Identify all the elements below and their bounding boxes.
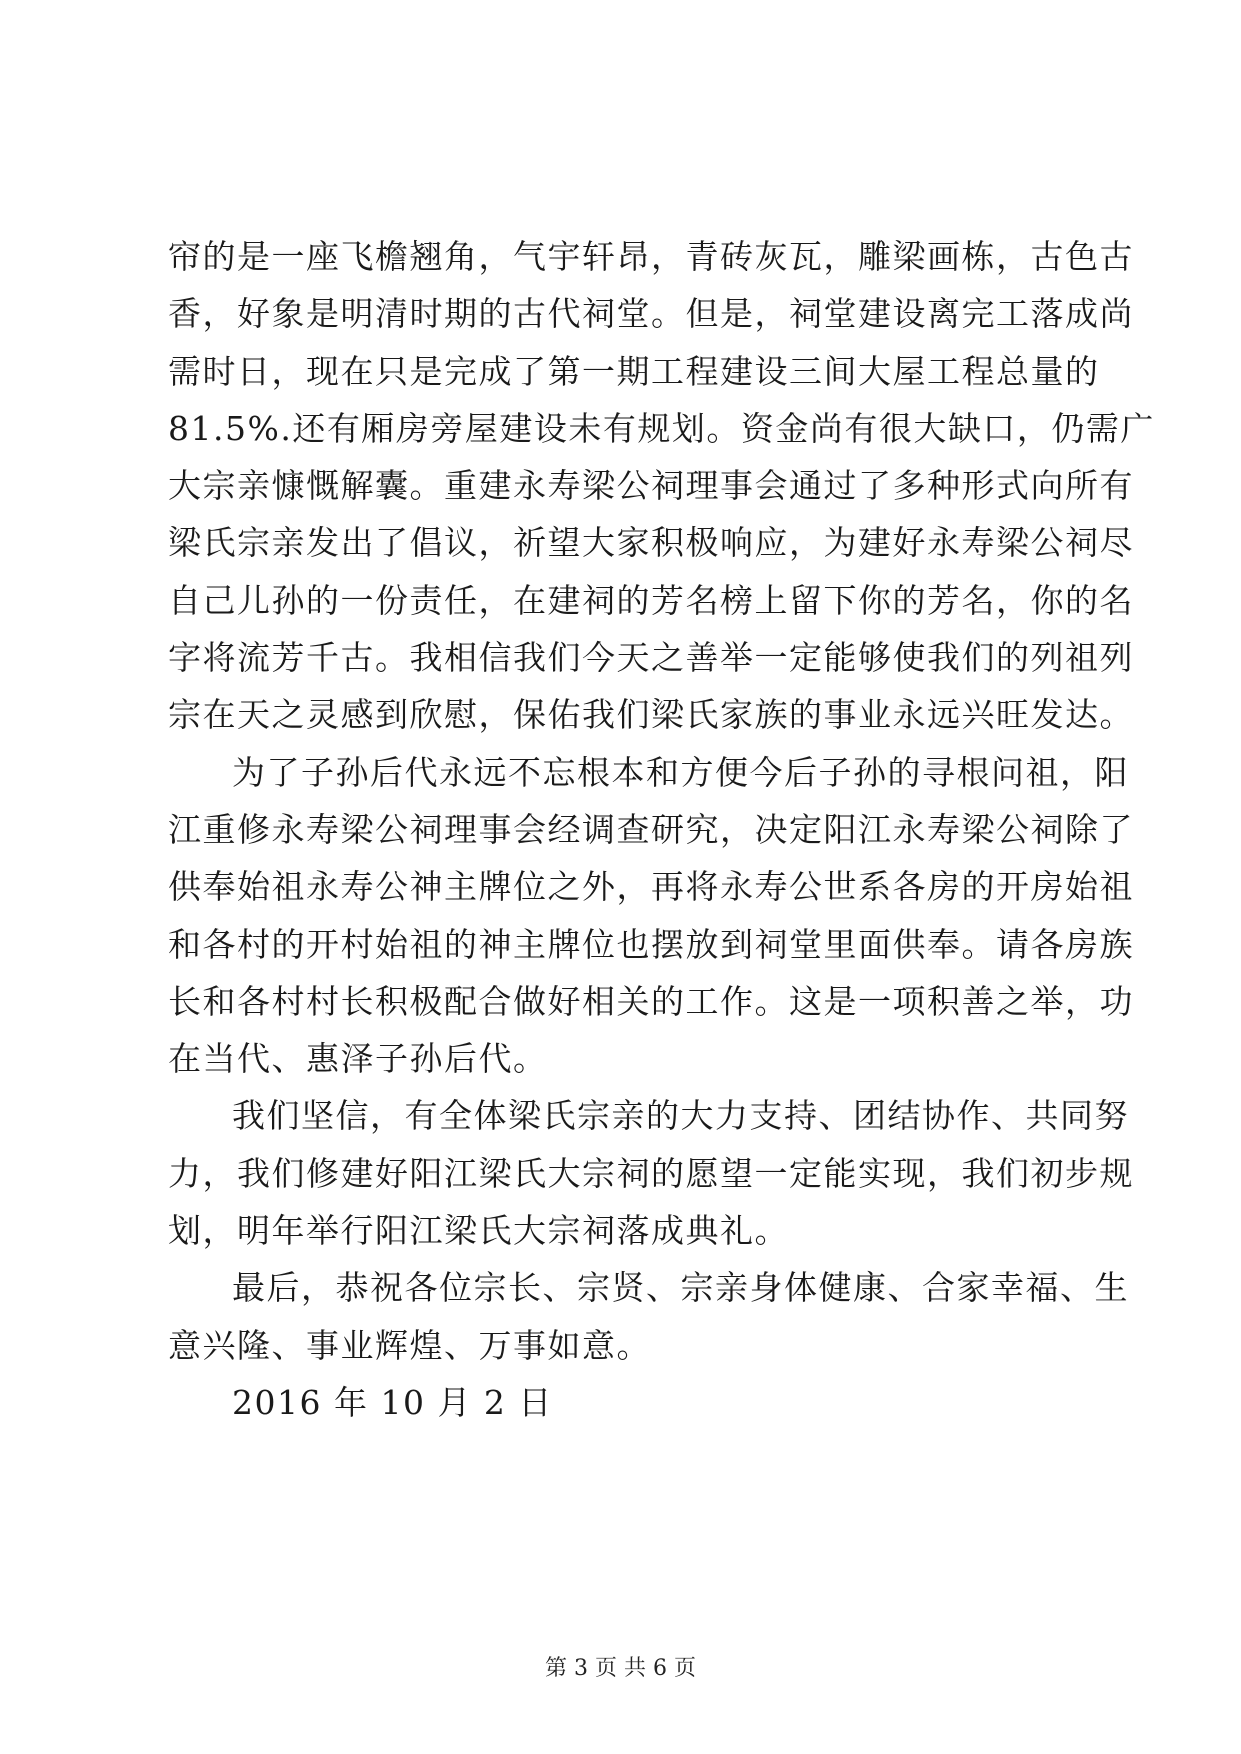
text-line: 意兴隆、事业辉煌、万事如意。 — [168, 1325, 651, 1365]
text-line: 帘的是一座飞檐翘角，气宇轩昂，青砖灰瓦，雕梁画栋，古色古 — [168, 237, 1134, 276]
paragraph-start-line: 为了子孙后代永远不忘根本和方便今后子孙的寻根问祖，阳 — [232, 752, 1129, 792]
text-line: 81.5%.还有厢房旁屋建设未有规划。资金尚有很大缺口，仍需广 — [168, 408, 1155, 448]
text-line: 江重修永寿梁公祠理事会经调查研究，决定阳江永寿梁公祠除了 — [168, 809, 1134, 849]
text-line: 宗在天之灵感到欣慰，保佑我们梁氏家族的事业永远兴旺发达。 — [168, 695, 1134, 735]
text-line: 大宗亲慷慨解囊。重建永寿梁公祠理事会通过了多种形式向所有 — [168, 466, 1134, 506]
text-line: 字将流芳千古。我相信我们今天之善举一定能够使我们的列祖列 — [168, 638, 1134, 678]
text-line: 梁氏宗亲发出了倡议，祈望大家积极响应，为建好永寿梁公祠尽 — [168, 523, 1134, 563]
text-line: 长和各村村长积极配合做好相关的工作。这是一项积善之举，功 — [168, 981, 1134, 1021]
text-line: 自己儿孙的一份责任，在建祠的芳名榜上留下你的芳名，你的名 — [168, 580, 1134, 620]
text-line: 在当代、惠泽子孙后代。 — [168, 1039, 548, 1079]
text-line: 划，明年举行阳江梁氏大宗祠落成典礼。 — [168, 1211, 789, 1251]
document-body — [168, 228, 1155, 1431]
text-line: 需时日，现在只是完成了第一期工程建设三间大屋工程总量的 — [168, 351, 1100, 391]
paragraph-start-line: 最后，恭祝各位宗长、宗贤、宗亲身体健康、合家幸福、生 — [232, 1268, 1129, 1308]
text-line: 供奉始祖永寿公神主牌位之外，再将永寿公世系各房的开房始祖 — [168, 867, 1134, 907]
text-line: 和各村的开村始祖的神主牌位也摆放到祠堂里面供奉。请各房族 — [168, 924, 1134, 964]
paragraph-start-line: 我们坚信，有全体梁氏宗亲的大力支持、团结协作、共同努 — [232, 1096, 1129, 1136]
text-line: 香，好象是明清时期的古代祠堂。但是，祠堂建设离完工落成尚 — [168, 294, 1134, 334]
date-line: 2016 年 10 月 2 日 — [232, 1382, 553, 1422]
page-footer: 第 3 页 共 6 页 — [545, 1656, 696, 1681]
text-line: 力，我们修建好阳江梁氏大宗祠的愿望一定能实现，我们初步规 — [168, 1153, 1134, 1193]
